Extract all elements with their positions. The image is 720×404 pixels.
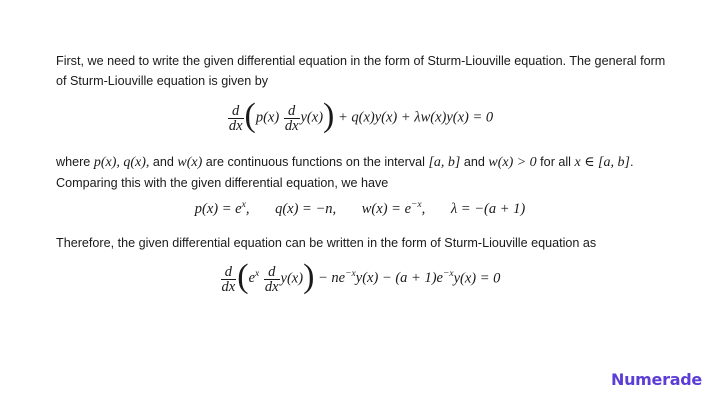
derivative-operator: $\frac{d}{dx}$	[221, 263, 236, 295]
lambda-definition: λ = −(a + 1)	[450, 200, 526, 217]
inner-derivative-operator: $\frac{d}{dx}$	[264, 263, 279, 295]
exp-x: $e^x$	[248, 269, 260, 287]
y-of-x: y(x)	[280, 270, 304, 287]
p-definition: $p(x) = e^x$,	[194, 200, 250, 217]
p-of-x: p(x)	[255, 109, 280, 126]
y-of-x: y(x)	[300, 109, 324, 126]
equation3-end: y(x) = 0	[453, 270, 501, 287]
conclusion-paragraph: Therefore, the given differential equation can be written in the form of Sturm-Liouville equation as	[56, 236, 597, 250]
conditions-paragraph: where p(x), q(x), and w(x) are continuous functions on the interval [a, b] and w(x) > 0 for all x ∈ [a, b]. Comparing this with the given differential equation, we have	[56, 155, 634, 190]
inner-derivative-operator: $\frac{d}{dx}$	[284, 102, 299, 134]
sturm-liouville-form-result-equation: $\frac{d}{dx}$ ($e^x$ $\frac{d}{dx}$ $y(x)) - ne^{-x}y(x) - (a + 1)e^{-x}y(x) = 0$	[221, 258, 501, 295]
a-term: $y(x) - (a + 1)e^{-x}$	[355, 269, 454, 287]
sturm-liouville-general-equation: $\frac{d}{dx}$ (p(x) $\frac{d}{dx}$ y(x)) + q(x)y(x) + λw(x)y(x) = 0	[228, 97, 494, 134]
n-term: − $ne^{-x}$	[318, 269, 356, 287]
w-definition: $w(x) = e^{-x}$,	[361, 200, 426, 217]
numerade-logo: Numerade	[611, 370, 702, 389]
derivative-operator: $\frac{d}{dx}$	[228, 102, 243, 134]
coefficient-functions-equation	[0, 200, 720, 218]
q-definition: q(x) = −n,	[275, 200, 337, 217]
equation1-tail: + q(x)y(x) + λw(x)y(x) = 0	[337, 109, 494, 126]
intro-paragraph: First, we need to write the given differential equation in the form of Sturm-Liouville equation. The general form of Sturm-Liouville equation is given by	[56, 54, 666, 88]
